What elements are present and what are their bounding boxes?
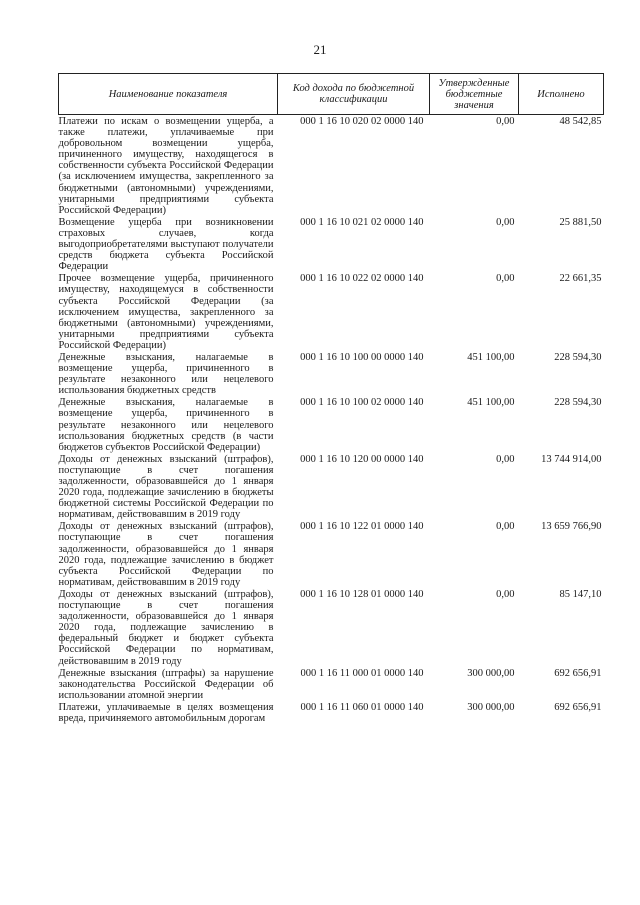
row-executed-value: 692 656,91: [554, 701, 602, 713]
row-indicator-name: Доходы от денежных взысканий (штрафов), поступающие в счет погашения задолженности, образовавшейся до 1 января 2020 года, подлежащие зачислению в бюджет субъекта Российской Федерации по нормативам, действовавшим в 2019 году: [58, 521, 274, 588]
table-header: [59, 74, 604, 115]
row-executed-value: 22 661,35: [559, 273, 602, 285]
row-approved-value: 0,00: [496, 116, 515, 127]
row-indicator-name: Возмещение ущерба при возникновении страховых случаев, когда выгодоприобретателями выступают получатели средств бюджета субъекта Российской Федерации: [58, 216, 274, 273]
row-indicator-name: Денежные взыскания, налагаемые в возмещение ущерба, причиненного в результате незаконного или нецелевого использования бюджетных средств: [58, 351, 274, 397]
row-revenue-code: 000 1 16 11 000 01 0000 140: [300, 667, 424, 679]
row-revenue-code: 000 1 16 10 128 01 0000 140: [300, 588, 424, 600]
row-approved-value: 0,00: [496, 521, 515, 533]
row-revenue-code: 000 1 16 10 100 02 0000 140: [300, 397, 424, 409]
budget-revenue-table: [58, 73, 604, 725]
row-approved-value: 451 100,00: [467, 351, 515, 363]
row-revenue-code: 000 1 16 10 122 01 0000 140: [300, 521, 424, 533]
row-approved-value: 0,00: [496, 216, 515, 228]
row-approved-value: 0,00: [496, 588, 515, 600]
row-indicator-name: Денежные взыскания (штрафы) за нарушение законодательства Российской Федерации об использовании атомной энергии: [58, 667, 274, 701]
row-approved-value: 0,00: [496, 453, 515, 465]
table-row: [59, 352, 604, 397]
table-row: [59, 397, 604, 453]
row-revenue-code: 000 1 16 10 120 00 0000 140: [300, 453, 424, 465]
row-approved-value: 451 100,00: [467, 397, 515, 409]
page-number: 21: [313, 42, 327, 57]
table-row: [59, 702, 604, 725]
table-row: [59, 115, 604, 217]
row-executed-value: 692 656,91: [554, 667, 602, 679]
row-revenue-code: 000 1 16 10 020 02 0000 140: [300, 116, 424, 127]
table-row: [59, 217, 604, 273]
header-approved-values: Утвержденные бюджетные значения: [430, 74, 519, 115]
row-executed-value: 13 744 914,00: [541, 453, 602, 465]
row-executed-value: 85 147,10: [559, 588, 602, 600]
header-executed: Исполнено: [519, 74, 604, 115]
row-executed-value: 228 594,30: [554, 351, 602, 363]
row-revenue-code: 000 1 16 10 100 00 0000 140: [300, 351, 424, 363]
row-indicator-name: Платежи, уплачиваемые в целях возмещения вреда, причиняемого автомобильным дорогам: [58, 701, 274, 724]
table-row: [59, 521, 604, 589]
table-row: [59, 668, 604, 702]
row-indicator-name: Доходы от денежных взысканий (штрафов), поступающие в счет погашения задолженности, образовавшейся до 1 января 2020 года, подлежащие зачислению в бюджеты бюджетной системы Российской Федерации по нормативам, действовавшим в 2019 году: [58, 453, 274, 521]
table-body: [59, 115, 604, 726]
row-indicator-name: Денежные взыскания, налагаемые в возмещение ущерба, причиненного в результате незаконного или нецелевого использования бюджетных средств (в части бюджетов субъектов Российской Федерации): [58, 397, 274, 453]
row-indicator-name: Платежи по искам о возмещении ущерба, а также платежи, уплачиваемые при добровольном возмещении ущерба, причиненного имуществу, находящегося в собственности субъекта Российской Федерации (за исключением имущества, закрепленного за бюджетными (автономными) учреждениями, унитарными предприятиями субъекта Российской Федерации): [58, 116, 274, 216]
row-executed-value: 25 881,50: [559, 216, 602, 228]
row-revenue-code: 000 1 16 10 021 02 0000 140: [300, 216, 424, 228]
row-approved-value: 300 000,00: [467, 667, 515, 679]
row-executed-value: 228 594,30: [554, 397, 602, 409]
header-indicator-name: Наименование показателя: [59, 74, 278, 115]
row-executed-value: 48 542,85: [559, 116, 602, 127]
row-approved-value: 300 000,00: [467, 701, 515, 713]
table-row: [59, 454, 604, 522]
row-indicator-name: Доходы от денежных взысканий (штрафов), поступающие в счет погашения задолженности, образовавшейся до 1 января 2020 года, подлежащие зачислению в федеральный бюджет и бюджет субъекта Российской Федерации по нормативам, действовавшим в 2019 году: [58, 588, 274, 667]
table-row: [59, 589, 604, 668]
row-indicator-name: Прочее возмещение ущерба, причиненного имуществу, находящемуся в собственности субъекта Российской Федерации (за исключением имущества, закрепленного за бюджетными (автономными) учреждениями, унитарными предприятиями субъекта Российской Федерации): [58, 273, 274, 351]
header-revenue-code: Код дохода по бюджетной классификации: [278, 74, 430, 115]
row-revenue-code: 000 1 16 11 060 01 0000 140: [300, 701, 424, 713]
row-revenue-code: 000 1 16 10 022 02 0000 140: [300, 273, 424, 285]
row-executed-value: 13 659 766,90: [541, 521, 602, 533]
table-row: [59, 273, 604, 352]
row-approved-value: 0,00: [496, 273, 515, 285]
